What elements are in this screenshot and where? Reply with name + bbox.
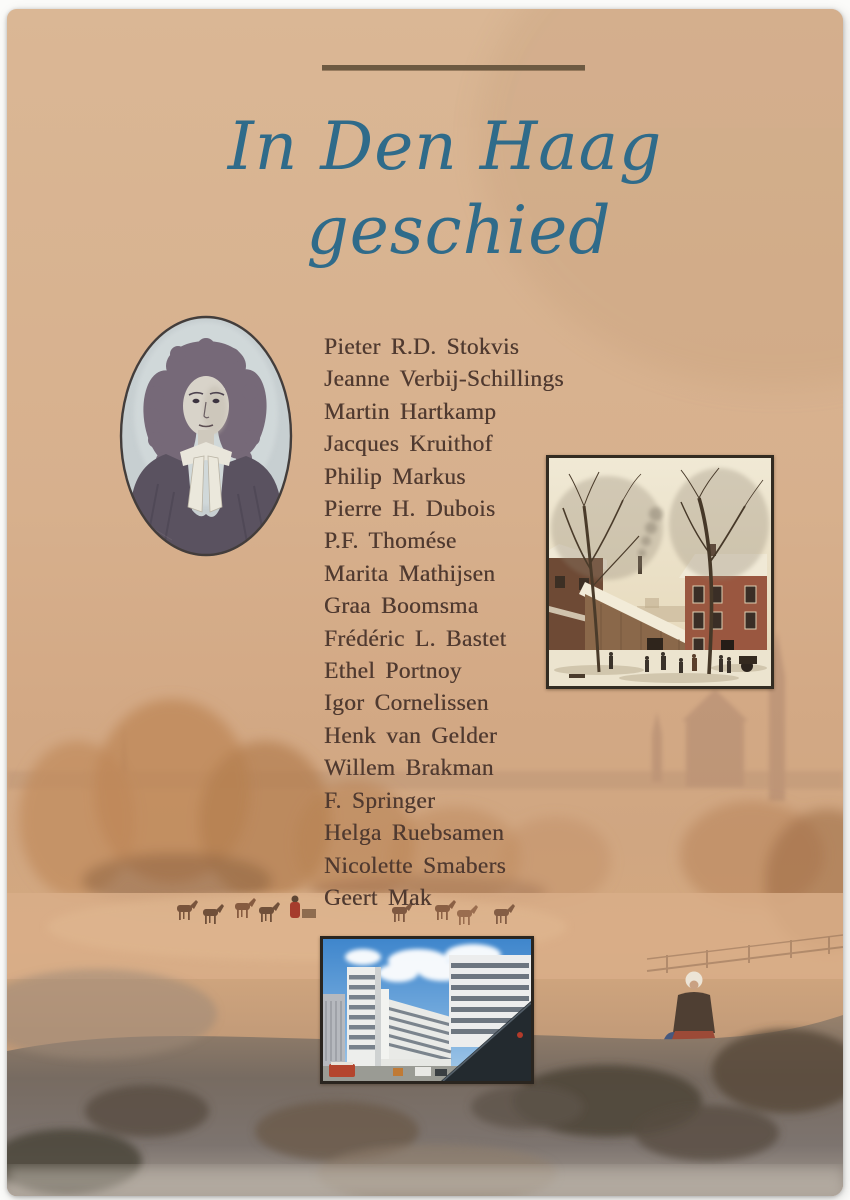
author-name: Jeanne Verbij-Schillings	[324, 366, 564, 393]
author-name: Nicolette Smabers	[324, 852, 507, 879]
author-name: Jacques Kruithof	[324, 431, 493, 458]
city-buildings-photo-inset	[320, 936, 534, 1084]
author-name: Pierre H. Dubois	[324, 496, 496, 523]
author-name: Pieter R.D. Stokvis	[324, 334, 520, 360]
winter-painting-inset	[546, 455, 774, 689]
left-tower	[347, 967, 381, 1067]
author-name: P.F. Thomése	[324, 528, 457, 555]
author-name: Igor Cornelissen	[324, 690, 489, 717]
portrait-engraving	[118, 314, 294, 558]
author-name: Henk van Gelder	[324, 722, 498, 749]
author-name: Graa Boomsma	[324, 593, 479, 620]
author-name: F. Springer	[324, 787, 436, 814]
author-name: Marita Mathijsen	[324, 560, 496, 587]
page-title	[7, 105, 843, 273]
author-name: Helga Ruebsamen	[324, 820, 505, 847]
title-line-1: In Den Haag	[227, 108, 663, 185]
author-name: Martin Hartkamp	[324, 398, 497, 425]
author-name: Philip Markus	[324, 463, 466, 490]
author-name: Ethel Portnoy	[324, 658, 462, 685]
author-list	[324, 331, 564, 914]
title-rule	[322, 65, 585, 70]
book-cover	[7, 9, 843, 1196]
title-line-2: geschied	[306, 192, 612, 269]
author-name: Willem Brakman	[324, 755, 494, 782]
author-name: Frédéric L. Bastet	[324, 625, 507, 652]
author-name: Geert Mak	[324, 884, 432, 911]
